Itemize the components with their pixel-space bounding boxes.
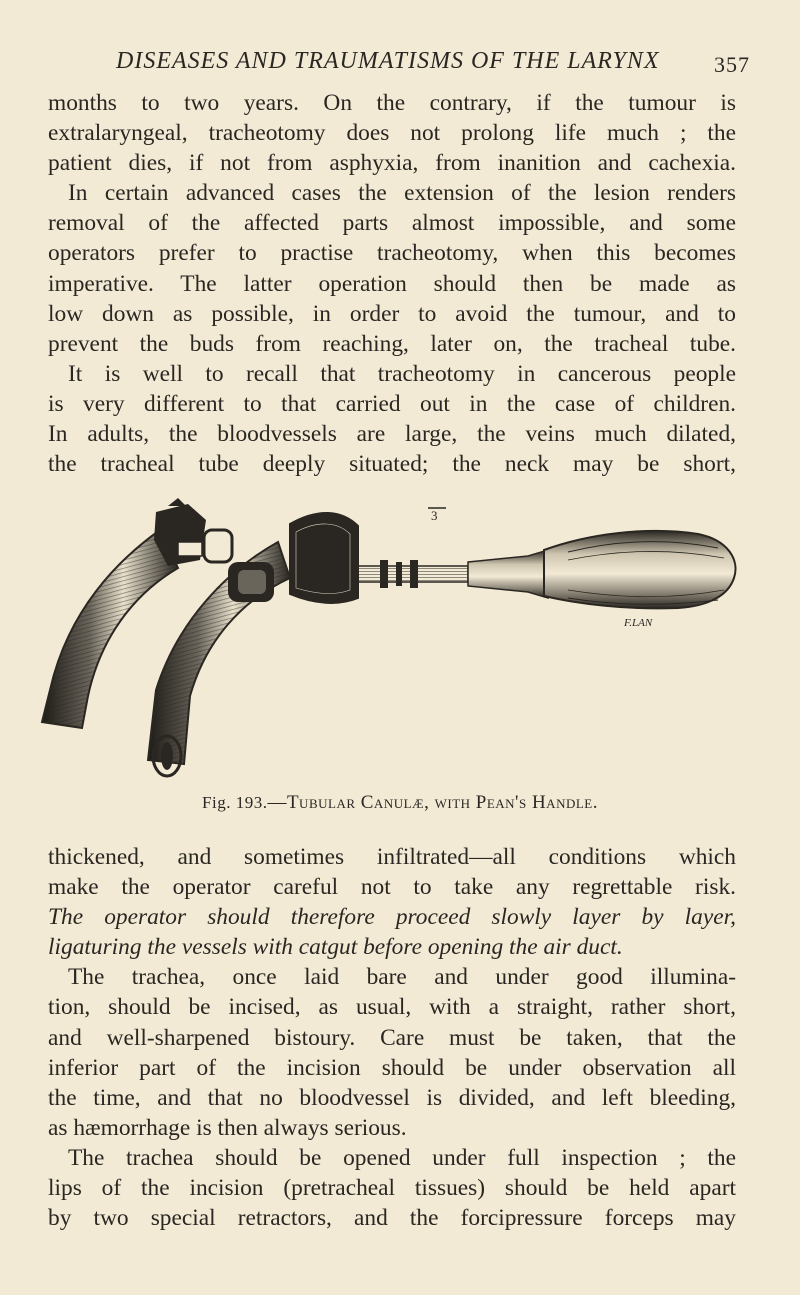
figure-caption: [0, 792, 800, 814]
text-line: The operator should therefore proceed slowly layer by layer,: [48, 904, 736, 931]
text-line: imperative. The latter operation should then be made as: [48, 270, 736, 297]
pean-handle: [544, 531, 736, 629]
text-line: lips of the incision (pretracheal tissues) should be held apart: [48, 1175, 736, 1202]
text-line: In adults, the bloodvessels are large, the veins much dilated,: [48, 421, 736, 448]
text-line: In certain advanced cases the extension of the lesion renders: [68, 180, 736, 207]
page-number: 357: [714, 52, 750, 77]
caption-text: —Tubular Canulæ, with Pean's Handle.: [267, 792, 598, 813]
text-line: prevent the buds from reaching, later on, the tracheal tube.: [48, 330, 736, 357]
text-line: and well-sharpened bistoury. Care must be taken, that the: [48, 1024, 736, 1051]
text-line: the tracheal tube deeply situated; the neck may be short,: [48, 451, 736, 478]
text-line: The trachea, once laid bare and under good illumina-: [68, 964, 736, 991]
caption-number: Fig. 193.: [202, 793, 268, 812]
text-line: inferior part of the incision should be under observation all: [48, 1054, 736, 1081]
handle-shaft: [358, 550, 548, 598]
engraver-mark: F.LAN: [624, 617, 653, 629]
cannula-illustration: [28, 490, 740, 790]
body-text-bottom: [48, 842, 736, 1233]
text-line: as hæmorrhage is then always serious.: [48, 1114, 407, 1141]
text-line: make the operator careful not to take any regrettable risk.: [48, 874, 736, 901]
scale-mark-label: 3: [431, 508, 438, 523]
text-line: tion, should be incised, as usual, with a straight, rather short,: [48, 994, 736, 1021]
text-line: removal of the affected parts almost impossible, and some: [48, 210, 736, 237]
text-line: extralaryngeal, tracheotomy does not prolong life much ; the: [48, 120, 736, 147]
text-line: It is well to recall that tracheotomy in cancerous people: [68, 360, 736, 387]
text-line: operators prefer to practise tracheotomy, when this becomes: [48, 240, 736, 267]
scale-mark: [428, 508, 446, 523]
text-line: is very different to that carried out in the case of children.: [48, 390, 736, 417]
text-line: low down as possible, in order to avoid the tumour, and to: [48, 300, 736, 327]
running-header: [60, 48, 750, 84]
text-line: thickened, and sometimes infiltrated—all conditions which: [48, 844, 736, 870]
text-line: The trachea should be opened under full inspection ; the: [68, 1144, 736, 1171]
text-line: months to two years. On the contrary, if the tumour is: [48, 90, 736, 116]
text-line: the time, and that no bloodvessel is divided, and left bleeding,: [48, 1084, 736, 1111]
running-title: DISEASES AND TRAUMATISMS OF THE LARYNX: [116, 48, 660, 74]
text-line: patient dies, if not from asphyxia, from inanition and cachexia.: [48, 150, 736, 177]
text-line: ligaturing the vessels with catgut before opening the air duct.: [48, 934, 623, 961]
text-line: by two special retractors, and the forcipressure forceps may: [48, 1205, 736, 1232]
body-text-top: [48, 88, 736, 479]
